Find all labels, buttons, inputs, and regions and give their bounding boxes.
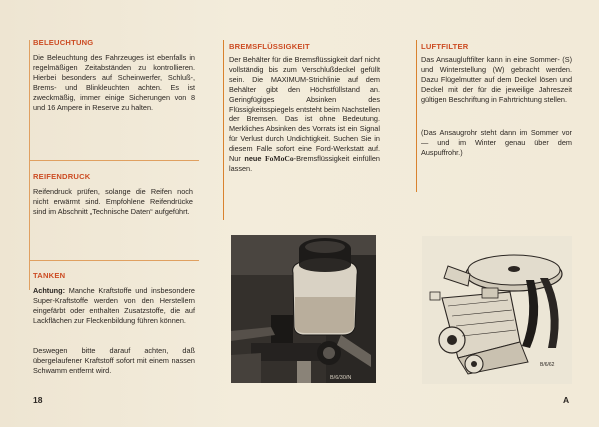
text-tanken-1 — [33, 286, 195, 326]
column-2-rule — [223, 40, 224, 220]
column-3-rule — [416, 40, 417, 192]
heading-bremsfluessigkeit: BREMSFLÜSSIGKEIT — [229, 42, 310, 51]
text-beleuchtung: Die Beleuchtung des Fahrzeuges ist ebenfalls in regelmäßigen Zeitabständen zu kontrollieren. Hierbei besonders auf Scheinwerfer, Schluß-, Brems- und Blinkleuchten achten. Es ist zweckmäßig, immer einige Sicherungen von 8 und 16 Ampere in Reserve zu halten. — [33, 53, 195, 112]
column-1-rule — [29, 40, 30, 290]
text-luftfilter-2: (Das Ansaugrohr steht dann im Sommer vor — und im Winter genau über dem Auspuffrohr.) — [421, 128, 572, 157]
divider-tanken — [29, 260, 199, 261]
heading-beleuchtung: BELEUCHTUNG — [33, 38, 94, 47]
text-bremsfluessigkeit-neue: neue — [244, 154, 262, 164]
text-bremsfluessigkeit-body: Der Behälter für die Bremsflüssigkeit darf nicht vollständig bis zum Verschlußdeckel gefüllt sein. Die MAXIMUM-Strichlinie auf dem Behälter gibt den Höchstfüllstand an. Geringfügiges Absinken des Flüssigkeitsspiegels entsteht beim Nachstellen der Bremsen. Das ist ohne Bedeutung. Merkliches Absinken des Vorrats ist ein Signal für Verlust durch Undichtigkeit. Suchen Sie in diesem Falle sofort eine Ford-Werkstatt auf. Nur — [229, 55, 380, 164]
text-tanken-2: Deswegen bitte darauf achten, daß übergelaufener Kraftstoff sofort mit einem nassen Schwamm entfernt wird. — [33, 346, 195, 375]
brake-fluid-reservoir-photo — [231, 235, 376, 383]
text-tanken-1-body: Manche Kraftstoffe und insbesondere Super-Kraftstoffe werden von den Herstellern eingefärbt oder enthalten Zusatzstoffe, die auf Lackflächen zur Fleckenbildung führen können. — [33, 286, 195, 325]
heading-reifendruck: REIFENDRUCK — [33, 172, 91, 181]
text-reifendruck: Reifendruck prüfen, solange die Reifen noch nicht erwärmt sind. Empfohlene Reifendrücke sind im Abschnitt „Technische Daten“ aufgeführt. — [33, 187, 193, 216]
heading-luftfilter: LUFTFILTER — [421, 42, 469, 51]
page-number: 18 — [33, 395, 43, 405]
divider-reifendruck — [29, 160, 199, 161]
text-luftfilter-1: Das Ansaugluftfilter kann in eine Sommer- (S) und Winterstellung (W) gebracht werden. Dazu Flügelmutter auf dem Deckel lösen und Deckel mit der für die jeweilige Jahreszeit gültigen Beschriftung in Fahrtrichtung stellen. — [421, 55, 572, 104]
air-filter-drawing — [422, 236, 572, 384]
fomoco-logo: FoMoCo — [264, 154, 294, 164]
photo-code-bremsfluessigkeit: B/6/30/N — [330, 375, 352, 381]
text-tanken-achtung: Achtung: — [33, 286, 66, 295]
text-bremsfluessigkeit — [229, 55, 380, 174]
text-bremsfluessigkeit-end: -Bremsflüssigkeit einfüllen lassen. — [229, 154, 380, 173]
heading-tanken: TANKEN — [33, 271, 66, 280]
page-letter: A — [563, 395, 570, 405]
photo-code-luftfilter: B/6/62 — [540, 362, 555, 368]
